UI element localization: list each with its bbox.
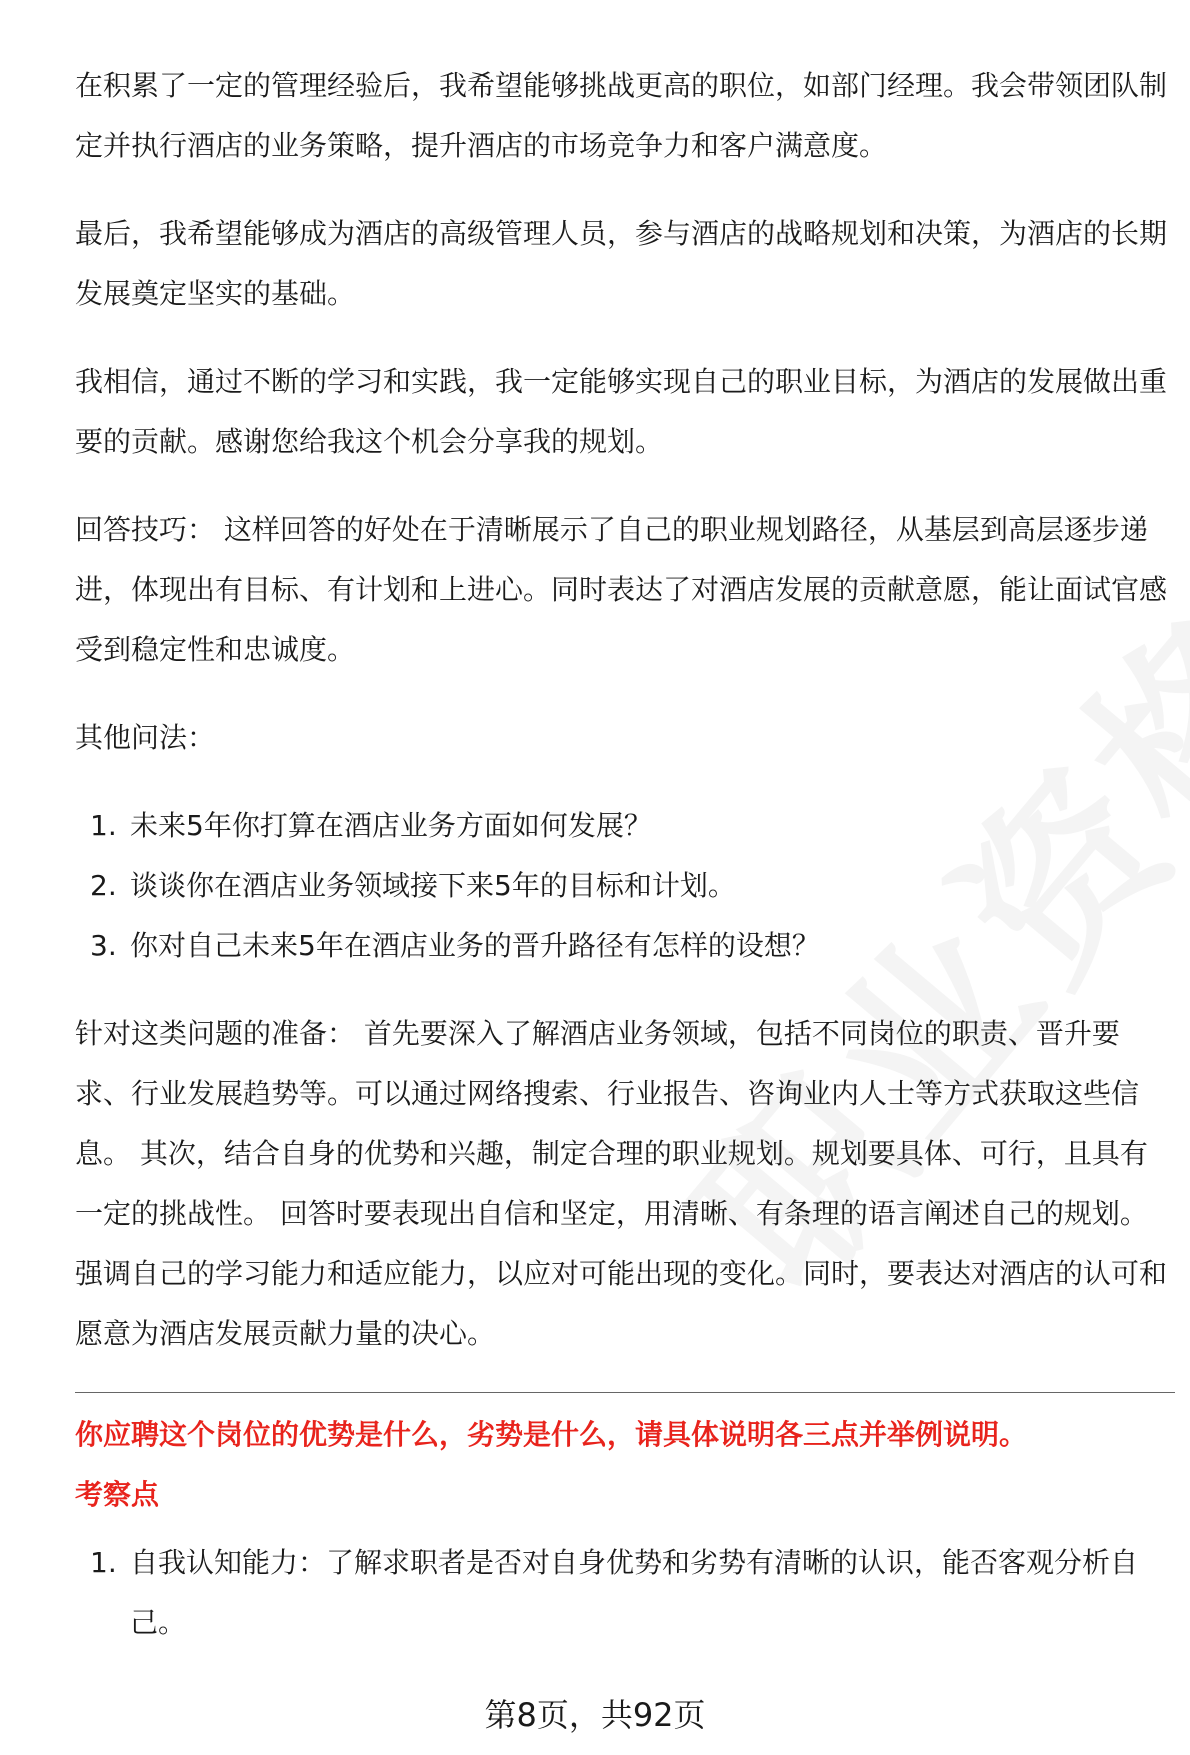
page-footer: 第8页，共92页: [484, 1696, 706, 1734]
list-text: 未来5年你打算在酒店业务方面如何发展？: [130, 809, 652, 842]
list-item: [75, 796, 1175, 856]
paragraph-answer-tips: 回答技巧： 这样回答的好处在于清晰展示了自己的职业规划路径，从基层到高层逐步递进，体现出有目标、有计划和上进心。同时表达了对酒店发展的贡献意愿，能让面试官感受到稳定性和忠诚度。: [75, 513, 1168, 666]
paragraph-management-goal: 在积累了一定的管理经验后，我希望能够挑战更高的职位，如部门经理。我会带领团队制定并执行酒店的业务策略，提升酒店的市场竞争力和客户满意度。: [75, 69, 1168, 162]
list-item: [75, 916, 1175, 976]
paragraph-senior-goal: 最后，我希望能够成为酒店的高级管理人员，参与酒店的战略规划和决策，为酒店的长期发展奠定坚实的基础。: [75, 217, 1168, 310]
list-item: [75, 1533, 1175, 1653]
list-text: 你对自己未来5年在酒店业务的晋升路径有怎样的设想？: [130, 929, 820, 962]
page-content: [75, 56, 1175, 1681]
list-number: 2.: [90, 869, 117, 902]
section-divider: [75, 1392, 1175, 1393]
list-item: [75, 856, 1175, 916]
paragraph-other-questions-label: 其他问法：: [75, 721, 216, 754]
list-number: 1.: [90, 809, 117, 842]
paragraph-closing: 我相信，通过不断的学习和实践，我一定能够实现自己的职业目标，为酒店的发展做出重要的贡献。感谢您给我这个机会分享我的规划。: [75, 365, 1168, 458]
list-text: 自我认知能力：了解求职者是否对自身优势和劣势有清晰的认识，能否客观分析自己。: [130, 1546, 1139, 1639]
list-number: 1.: [90, 1546, 117, 1579]
question-title: 你应聘这个岗位的优势是什么，劣势是什么，请具体说明各三点并举例说明。: [75, 1418, 1028, 1451]
question-subtitle: 考察点: [75, 1478, 160, 1511]
list-number: 3.: [90, 929, 117, 962]
list-text: 谈谈你在酒店业务领域接下来5年的目标和计划。: [130, 869, 736, 902]
other-questions-list: [75, 796, 1175, 976]
paragraph-preparation: 针对这类问题的准备： 首先要深入了解酒店业务领域，包括不同岗位的职责、晋升要求、行业发展趋势等。可以通过网络搜索、行业报告、咨询业内人士等方式获取这些信息。 其次，结合自身的优势和兴趣，制定合理的职业规划。规划要具体、可行，且具有一定的挑战性。 回答时要表现出自信和坚定，用清晰、有条理的语言阐述自己的规划。强调自己的学习能力和适应能力，以应对可能出现的变化。同时，要表达对酒店的认可和愿意为酒店发展贡献力量的决心。: [75, 1017, 1168, 1350]
assessment-points-list: [75, 1533, 1175, 1653]
